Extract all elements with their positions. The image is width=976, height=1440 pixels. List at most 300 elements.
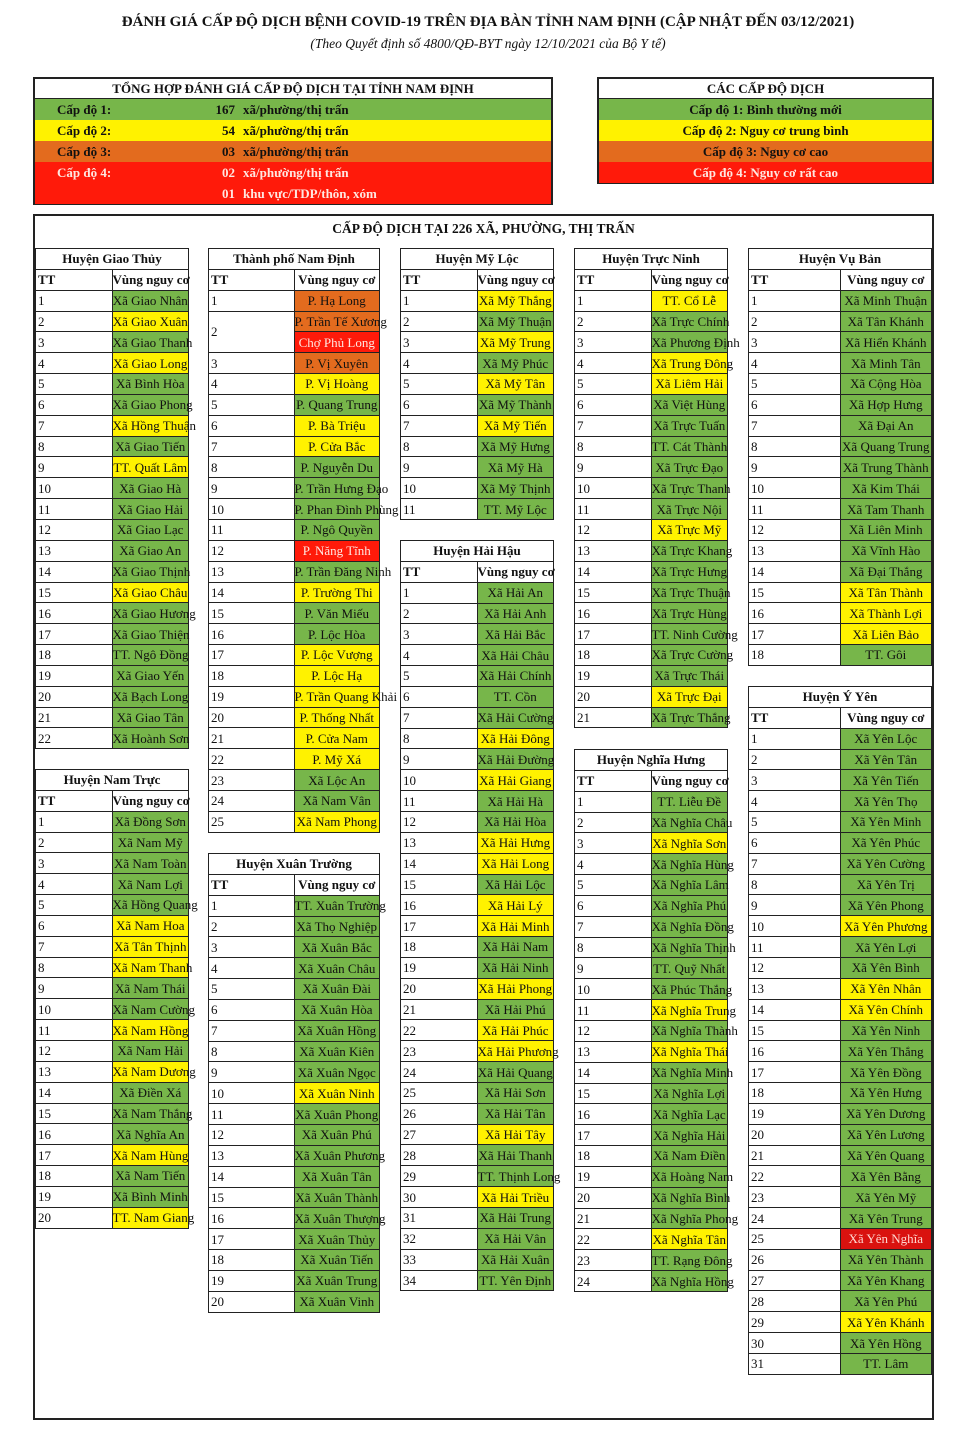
area-name: Xã Yên Khang — [840, 1270, 932, 1291]
table-row — [401, 332, 554, 353]
table-row — [209, 540, 380, 561]
table-row — [575, 1041, 728, 1062]
table-row — [575, 374, 728, 395]
area-name: P. Thống Nhất — [294, 707, 380, 728]
area-name: Xã Yên Dương — [840, 1103, 932, 1124]
summary-level-label: Cấp độ 3: — [57, 144, 112, 159]
table-row — [749, 1145, 932, 1166]
area-name: Xã Nghĩa Lạc — [651, 1104, 728, 1125]
area-name: Xã Yên Phú — [840, 1291, 932, 1312]
row-number: 23 — [575, 1250, 652, 1271]
area-name: Xã Nghĩa Đồng — [651, 916, 728, 937]
row-number: 8 — [575, 436, 652, 457]
row-number: 13 — [575, 1041, 652, 1062]
table-row — [209, 603, 380, 624]
area-name: Xã Liêm Hải — [651, 374, 728, 395]
summary-unit: xã/phường/thị trấn — [243, 165, 349, 180]
table-row — [401, 1208, 554, 1229]
area-name: Xã Nam Vân — [294, 790, 380, 811]
table-row — [575, 916, 728, 937]
row-number: 8 — [401, 728, 478, 749]
column-header-zone: Vùng nguy cơ — [840, 269, 932, 290]
area-name: P. Bà Triệu — [294, 415, 380, 436]
table-row — [575, 415, 728, 436]
area-name: Xã Hải Phúc — [477, 1020, 554, 1041]
column-header-tt: TT — [209, 874, 295, 895]
row-number: 7 — [36, 936, 113, 957]
row-number: 12 — [575, 1020, 652, 1041]
row-number: 8 — [36, 957, 113, 978]
area-name: P. Quang Trung — [294, 394, 380, 415]
row-number: 17 — [749, 624, 841, 645]
row-number: 22 — [36, 728, 113, 749]
table-row — [401, 394, 554, 415]
row-number: 14 — [36, 1082, 113, 1103]
table-row — [36, 874, 189, 895]
area-name: Xã Trực Tuấn — [651, 415, 728, 436]
table-row — [749, 978, 932, 999]
table-row — [401, 374, 554, 395]
area-name: Xã Trực Thắng — [651, 707, 728, 728]
row-number: 7 — [749, 853, 841, 874]
table-row — [749, 1354, 932, 1375]
area-name: Xã Xuân Thủy — [294, 1229, 380, 1250]
row-number: 25 — [209, 811, 295, 832]
table-row — [575, 812, 728, 833]
area-name: Xã Hải Phong — [477, 978, 554, 999]
area-name: Xã Minh Tân — [840, 353, 932, 374]
row-number: 14 — [575, 561, 652, 582]
area-name: Xã Xuân Bắc — [294, 937, 380, 958]
row-number: 15 — [36, 1103, 113, 1124]
table-row — [749, 1166, 932, 1187]
levels-rows — [599, 99, 932, 183]
area-name: P. Ngô Quyền — [294, 519, 380, 540]
table-row — [575, 1229, 728, 1250]
area-name: TT. Mỹ Lộc — [477, 499, 554, 520]
table-row — [749, 1083, 932, 1104]
area-name: Xã Yên Bình — [840, 957, 932, 978]
area-name: Xã Hải Thanh — [477, 1145, 554, 1166]
row-number: 20 — [36, 1207, 113, 1228]
table-row — [401, 311, 554, 332]
row-number: 18 — [36, 1166, 113, 1187]
table-row — [36, 978, 189, 999]
row-number: 13 — [401, 832, 478, 853]
row-number: 6 — [209, 999, 295, 1020]
area-name: Xã Bình Hòa — [112, 374, 189, 395]
area-name: Xã Hải Lý — [477, 895, 554, 916]
row-number: 6 — [401, 686, 478, 707]
table-row — [36, 1207, 189, 1228]
row-number: 14 — [575, 1062, 652, 1083]
area-name: Xã Giao An — [112, 540, 189, 561]
row-number: 11 — [209, 519, 295, 540]
table-row — [749, 603, 932, 624]
column-header-tt: TT — [575, 269, 652, 290]
table-row — [749, 853, 932, 874]
row-number: 30 — [749, 1333, 841, 1354]
area-name: Xã Tân Khánh — [840, 311, 932, 332]
table-row — [209, 1145, 380, 1166]
table-row — [575, 311, 728, 332]
table-row — [575, 1000, 728, 1021]
column-header-tt: TT — [749, 707, 841, 728]
area-name: P. Trần Quang Khải — [294, 686, 380, 707]
area-name: P. Cửa Bắc — [294, 436, 380, 457]
area-name: Xã Xuân Tân — [294, 1166, 380, 1187]
table-row — [209, 895, 380, 916]
table-row — [575, 707, 728, 728]
table-row — [749, 582, 932, 603]
row-number: 13 — [36, 540, 113, 561]
district-name-row — [575, 750, 728, 771]
row-number: 3 — [575, 833, 652, 854]
table-row — [209, 1166, 380, 1187]
area-name: Xã Giao Nhân — [112, 290, 189, 311]
table-row — [36, 499, 189, 520]
row-number: 11 — [401, 791, 478, 812]
row-number: 11 — [575, 1000, 652, 1021]
table-row — [575, 457, 728, 478]
row-number: 18 — [575, 645, 652, 666]
table-row — [575, 665, 728, 686]
area-name: Xã Giao Tiến — [112, 436, 189, 457]
area-name: Xã Vĩnh Hào — [840, 540, 932, 561]
district-table-vu-ban — [748, 248, 932, 666]
row-number: 21 — [401, 999, 478, 1020]
table-row — [209, 1208, 380, 1229]
table-row — [401, 770, 554, 791]
row-number: 22 — [209, 749, 295, 770]
area-name: Xã Xuân Châu — [294, 958, 380, 979]
area-name: Xã Trực Mỹ — [651, 519, 728, 540]
row-number: 16 — [36, 603, 113, 624]
column-header-zone: Vùng nguy cơ — [112, 269, 189, 290]
area-name: Xã Nghĩa Thịnh — [651, 937, 728, 958]
area-name: Xã Nam Điền — [651, 1146, 728, 1167]
area-name: Xã Nghĩa Lâm — [651, 875, 728, 896]
district-name-row — [36, 249, 189, 270]
row-number: 1 — [36, 290, 113, 311]
area-name: Xã Yên Chính — [840, 999, 932, 1020]
row-number: 6 — [749, 832, 841, 853]
table-row — [749, 353, 932, 374]
row-number: 4 — [36, 874, 113, 895]
row-number: 13 — [36, 1061, 113, 1082]
row-number: 1 — [209, 290, 295, 311]
area-name: P. Vị Xuyên — [294, 353, 380, 374]
row-number: 18 — [749, 1083, 841, 1104]
area-name: Xã Đại An — [840, 415, 932, 436]
area-name: Xã Hải Châu — [477, 645, 554, 666]
area-name: Xã Trực Đại — [651, 686, 728, 707]
levels-title: CÁC CẤP ĐỘ DỊCH — [599, 79, 932, 99]
area-name: TT. Ngô Đồng — [112, 645, 189, 666]
table-row — [36, 1061, 189, 1082]
district-name-row — [575, 249, 728, 270]
summary-level-label: Cấp độ 1: — [57, 102, 112, 117]
area-name: Xã Hải Xuân — [477, 1249, 554, 1270]
row-number: 2 — [36, 832, 113, 853]
table-row — [401, 999, 554, 1020]
column-header-tt: TT — [749, 269, 841, 290]
table-row — [749, 499, 932, 520]
row-number: 8 — [749, 436, 841, 457]
row-number: 8 — [209, 457, 295, 478]
table-row — [36, 1103, 189, 1124]
area-name: Xã Nam Hồng — [112, 1020, 189, 1041]
column-header-row — [401, 561, 554, 582]
area-name: Xã Nam Phong — [294, 811, 380, 832]
table-row — [749, 561, 932, 582]
table-row — [36, 1166, 189, 1187]
table-row — [209, 958, 380, 979]
table-row — [401, 1166, 554, 1187]
row-number: 9 — [401, 749, 478, 770]
row-number: 17 — [36, 624, 113, 645]
summary-row — [35, 162, 551, 183]
table-row — [36, 1040, 189, 1061]
table-row — [749, 1333, 932, 1354]
row-number: 4 — [401, 353, 478, 374]
row-number: 19 — [575, 1166, 652, 1187]
row-number: 16 — [575, 603, 652, 624]
table-row — [575, 624, 728, 645]
table-row — [36, 707, 189, 728]
table-row — [209, 1250, 380, 1271]
district-name-row — [209, 854, 380, 875]
table-row — [209, 1229, 380, 1250]
table-row — [36, 603, 189, 624]
row-number: 7 — [36, 415, 113, 436]
table-row — [209, 1041, 380, 1062]
district-table-nam-dinh — [208, 248, 399, 833]
row-number: 13 — [575, 540, 652, 561]
area-name: TT. Cồn — [477, 686, 554, 707]
table-row — [749, 770, 932, 791]
table-row — [749, 1249, 932, 1270]
row-number: 31 — [749, 1354, 841, 1375]
area-name: TT. Cổ Lễ — [651, 290, 728, 311]
table-row — [749, 957, 932, 978]
district-name-row — [209, 249, 380, 270]
area-name: Xã Nam Toàn — [112, 853, 189, 874]
district-name-row — [749, 249, 932, 270]
row-number: 25 — [749, 1228, 841, 1249]
row-number: 5 — [575, 875, 652, 896]
area-name: Xã Hợp Hưng — [840, 394, 932, 415]
area-name: Xã Hải Phú — [477, 999, 554, 1020]
area-name: Xã Yên Tiến — [840, 770, 932, 791]
row-number: 4 — [749, 353, 841, 374]
area-name: Xã Mỹ Thành — [477, 394, 554, 415]
table-row — [401, 603, 554, 624]
table-row — [749, 1062, 932, 1083]
area-name: Xã Nam Lợi — [112, 874, 189, 895]
area-name: Xã Điền Xá — [112, 1082, 189, 1103]
table-row — [401, 686, 554, 707]
summary-row — [35, 141, 551, 162]
area-name: Xã Giao Hải — [112, 499, 189, 520]
row-number: 15 — [575, 582, 652, 603]
area-name: Xã Xuân Thành — [294, 1187, 380, 1208]
table-row — [209, 999, 380, 1020]
table-row — [401, 582, 554, 603]
table-row — [209, 665, 380, 686]
column-header-tt: TT — [36, 269, 113, 290]
row-number: 5 — [209, 979, 295, 1000]
area-name: Xã Nghĩa Hùng — [651, 854, 728, 875]
area-name: Xã Mỹ Tân — [477, 374, 554, 395]
area-name: Xã Lộc An — [294, 770, 380, 791]
row-number: 5 — [401, 374, 478, 395]
row-number: 21 — [575, 707, 652, 728]
area-name: Xã Hải Long — [477, 853, 554, 874]
area-name: Xã Yên Bằng — [840, 1166, 932, 1187]
column-header-tt: TT — [36, 790, 113, 811]
column-header-row — [209, 874, 380, 895]
area-name: Xã Nghĩa Minh — [651, 1062, 728, 1083]
table-row — [209, 1270, 380, 1291]
table-row — [36, 519, 189, 540]
area-name: Xã Yên Cường — [840, 853, 932, 874]
area-name: P. Năng Tĩnh — [294, 540, 380, 561]
area-name: P. Trần Hưng Đạo — [294, 478, 380, 499]
table-row — [575, 854, 728, 875]
row-number: 26 — [401, 1103, 478, 1124]
table-row — [401, 624, 554, 645]
area-name: Xã Giao Phong — [112, 394, 189, 415]
table-row — [575, 791, 728, 812]
area-name: Xã Giao Xuân — [112, 311, 189, 332]
area-name: Xã Trực Thanh — [651, 478, 728, 499]
row-number: 16 — [749, 603, 841, 624]
area-name: Xã Yên Phương — [840, 916, 932, 937]
table-row — [401, 666, 554, 687]
column-header-tt: TT — [575, 770, 652, 791]
row-number: 6 — [36, 394, 113, 415]
summary-count: 54 — [222, 123, 235, 138]
summary-level-label: Cấp độ 2: — [57, 123, 112, 138]
row-number: 2 — [575, 311, 652, 332]
area-name: Xã Xuân Hòa — [294, 999, 380, 1020]
table-row — [36, 999, 189, 1020]
table-row — [749, 874, 932, 895]
summary-count: 167 — [215, 102, 235, 117]
district-name-row — [36, 770, 189, 791]
row-number: 2 — [749, 311, 841, 332]
row-number: 9 — [575, 958, 652, 979]
row-number: 2 — [401, 603, 478, 624]
table-row — [36, 624, 189, 645]
area-name: Xã Yên Lợi — [840, 937, 932, 958]
table-row — [36, 415, 189, 436]
level-legend-row: Cấp độ 4: Nguy cơ rất cao — [599, 162, 932, 183]
row-number: 23 — [209, 770, 295, 791]
row-number: 33 — [401, 1249, 478, 1270]
area-name: Xã Nghĩa Trung — [651, 1000, 728, 1021]
area-name: Xã Trung Thành — [840, 457, 932, 478]
summary-count: 01 — [222, 186, 235, 201]
row-number: 7 — [575, 916, 652, 937]
table-row — [209, 499, 380, 520]
table-row — [401, 1249, 554, 1270]
table-row — [575, 686, 728, 707]
row-number: 18 — [749, 645, 841, 666]
area-name: Xã Nam Hùng — [112, 1145, 189, 1166]
area-name: TT. Liễu Đề — [651, 791, 728, 812]
row-number: 20 — [575, 1187, 652, 1208]
row-number: 26 — [749, 1249, 841, 1270]
row-number: 1 — [36, 811, 113, 832]
table-row — [401, 791, 554, 812]
row-number: 10 — [575, 979, 652, 1000]
column-header-row — [36, 269, 189, 290]
area-name: Xã Nam Thái — [112, 978, 189, 999]
area-name: Xã Nghĩa Thành — [651, 1020, 728, 1041]
table-row — [575, 1250, 728, 1271]
area-name: Xã Giao Châu — [112, 582, 189, 603]
table-row — [401, 290, 554, 311]
table-row — [575, 436, 728, 457]
area-name: P. Lộc Hạ — [294, 665, 380, 686]
area-name: Xã Yên Tân — [840, 749, 932, 770]
area-name: Xã Hải Ninh — [477, 957, 554, 978]
row-number: 19 — [575, 665, 652, 686]
area-name: P. Lộc Hòa — [294, 624, 380, 645]
area-name: Xã Nghĩa An — [112, 1124, 189, 1145]
row-number: 11 — [36, 499, 113, 520]
row-number: 9 — [36, 457, 113, 478]
table-row — [749, 519, 932, 540]
table-row — [749, 1124, 932, 1145]
row-number: 18 — [575, 1146, 652, 1167]
row-number: 17 — [401, 916, 478, 937]
area-name: Xã Quang Trung — [840, 436, 932, 457]
table-row — [401, 1020, 554, 1041]
row-number: 4 — [209, 374, 295, 395]
row-number: 2 — [401, 311, 478, 332]
area-name: Xã Yên Phúc — [840, 832, 932, 853]
table-row — [575, 561, 728, 582]
area-name: Xã Nam Thanh — [112, 957, 189, 978]
area-name: TT. Thịnh Long — [477, 1166, 554, 1187]
district-table-nam-truc — [35, 769, 198, 1229]
row-number: 6 — [401, 394, 478, 415]
area-name: Xã Hoàng Nam — [651, 1166, 728, 1187]
table-row — [575, 833, 728, 854]
summary-count: 03 — [222, 144, 235, 159]
page-subtitle: (Theo Quyết định số 4800/QĐ-BYT ngày 12/10/2021 của Bộ Y tế) — [310, 36, 666, 51]
table-row — [36, 311, 189, 332]
row-number: 8 — [36, 436, 113, 457]
table-row — [749, 1020, 932, 1041]
area-name: Xã Giao Hương — [112, 603, 189, 624]
area-name: Xã Xuân Phong — [294, 1104, 380, 1125]
table-row — [36, 665, 189, 686]
row-number: 3 — [401, 624, 478, 645]
area-name: P. Cửa Nam — [294, 728, 380, 749]
row-number: 14 — [36, 561, 113, 582]
column-header-zone: Vùng nguy cơ — [112, 790, 189, 811]
area-name: Xã Nghĩa Phú — [651, 895, 728, 916]
row-number: 19 — [401, 957, 478, 978]
area-name: Xã Nghĩa Tân — [651, 1229, 728, 1250]
row-number: 12 — [749, 519, 841, 540]
row-number: 9 — [575, 457, 652, 478]
row-number: 19 — [209, 1270, 295, 1291]
